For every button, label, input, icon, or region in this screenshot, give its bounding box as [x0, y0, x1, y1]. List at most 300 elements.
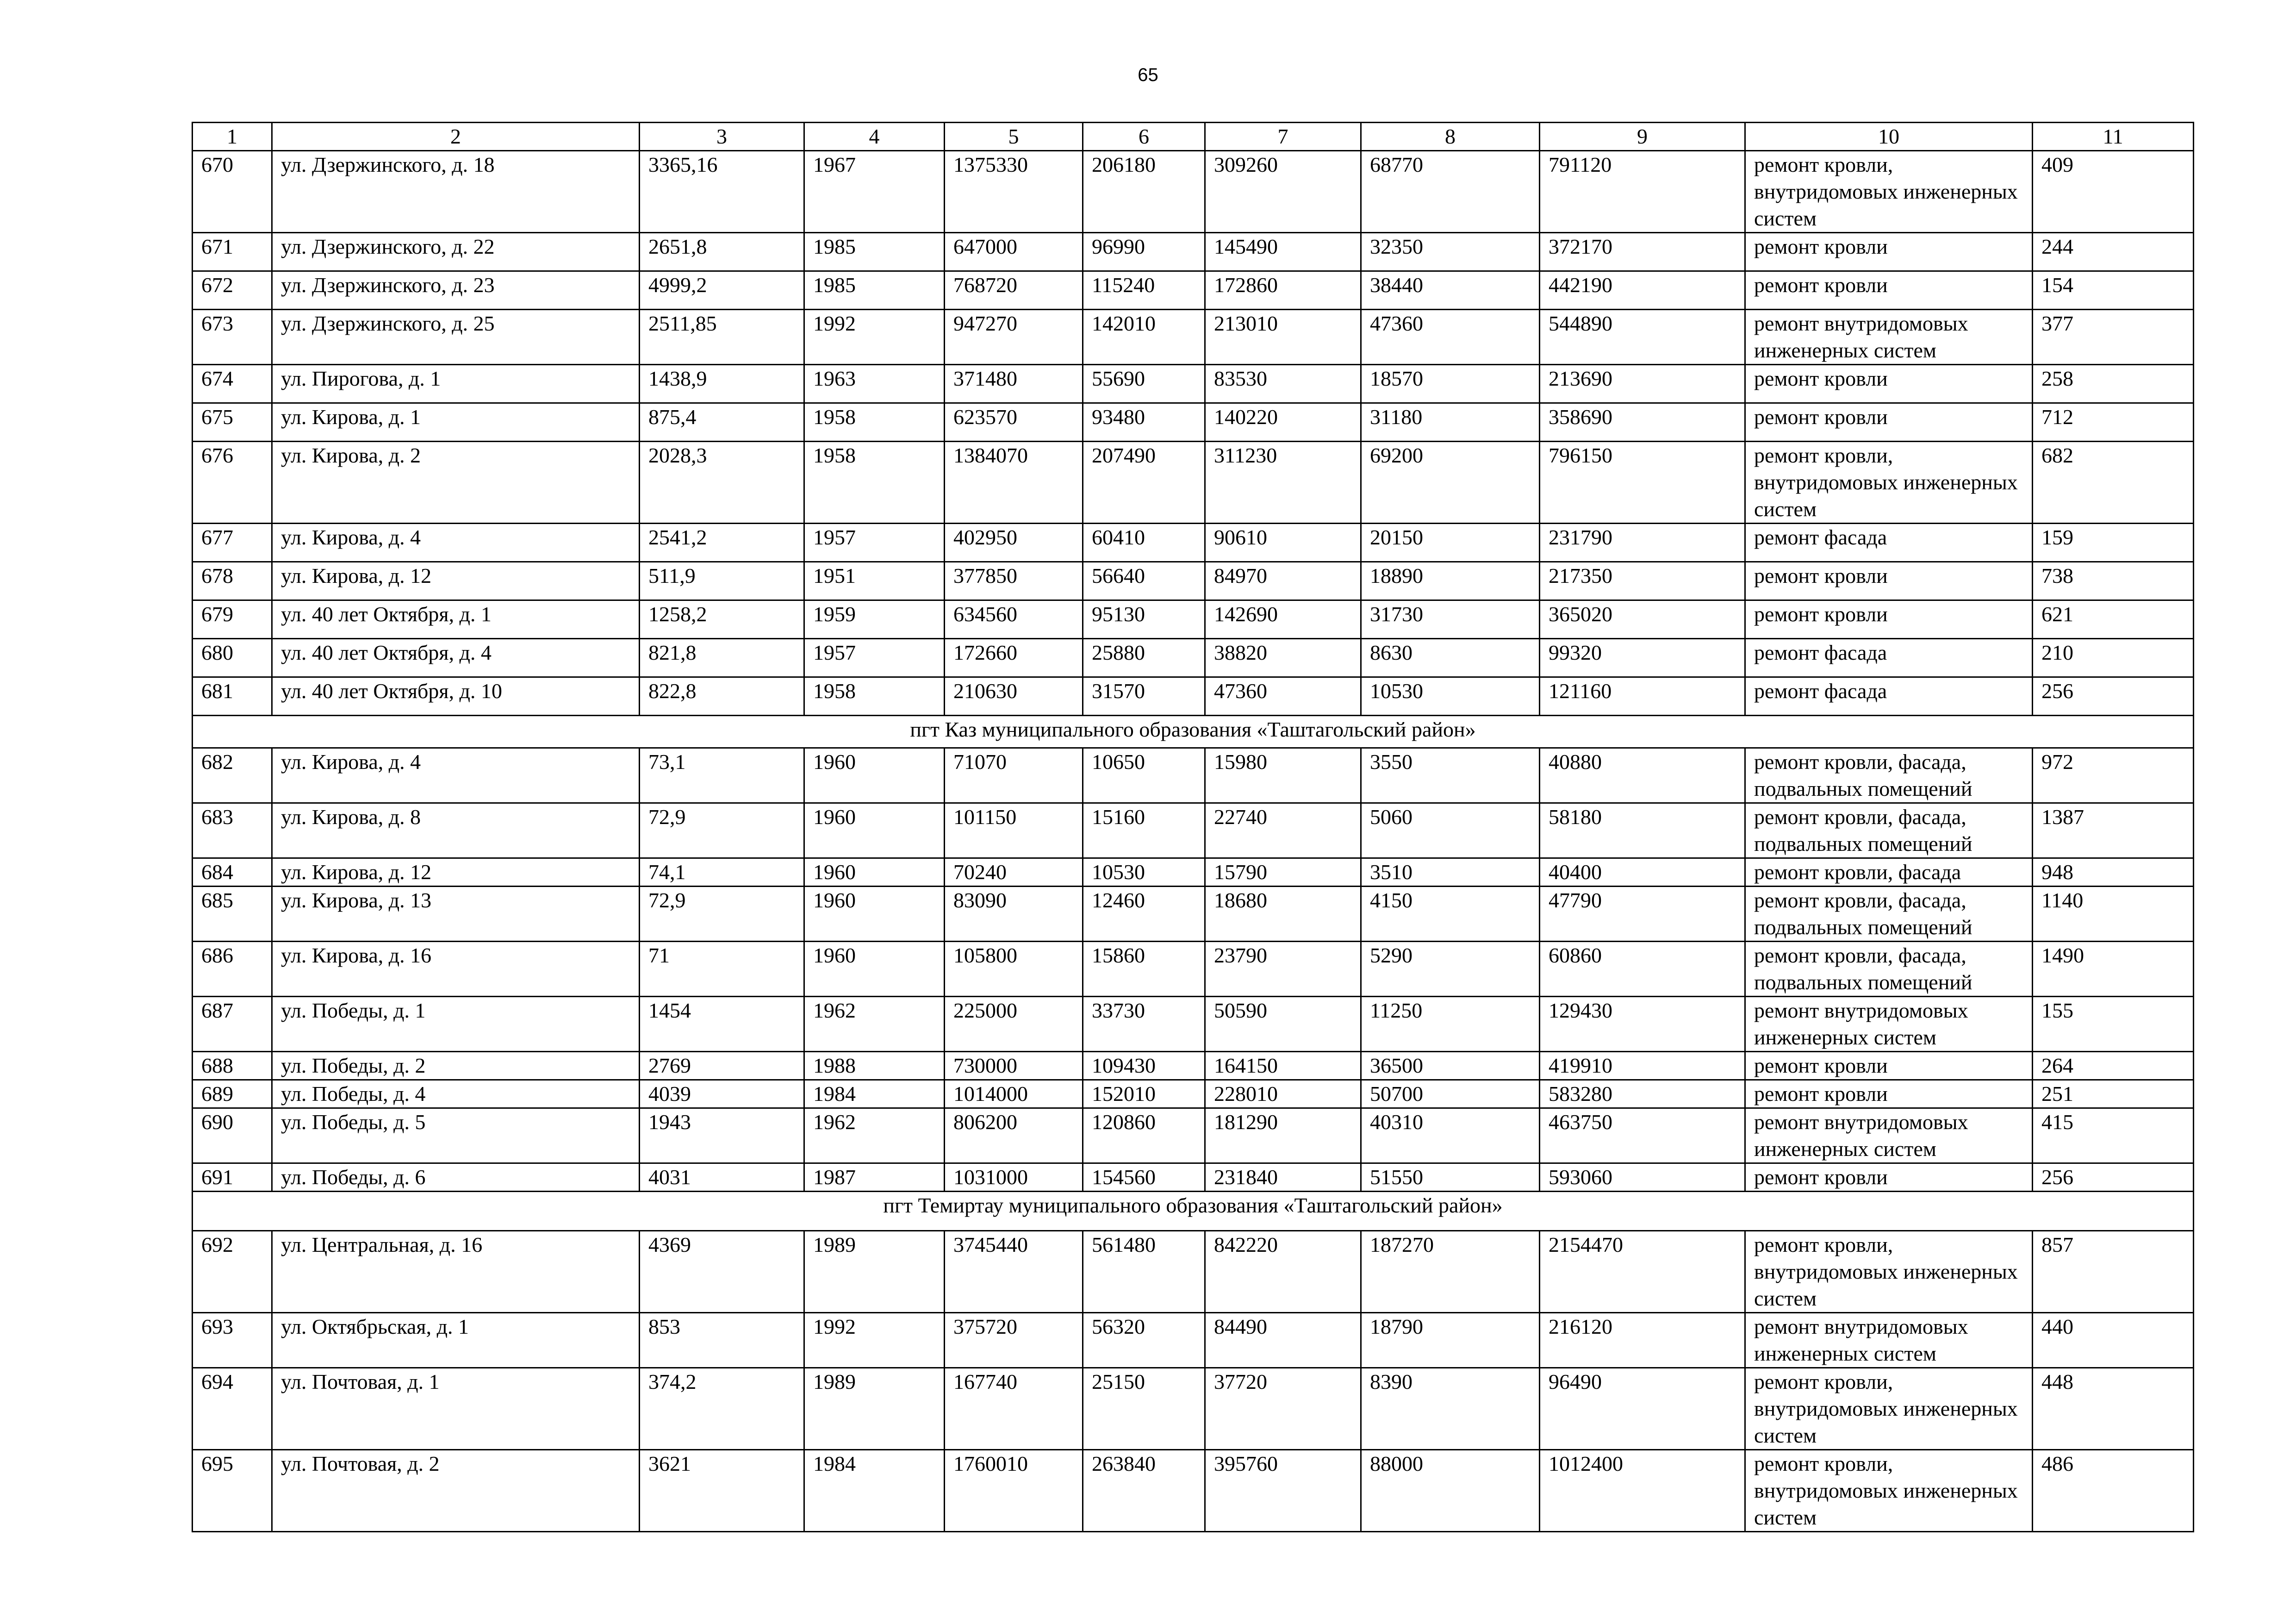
cell-cost-region: 15790: [1205, 858, 1361, 887]
cell-year: 1951: [804, 562, 945, 600]
cell-address: ул. Дзержинского, д. 23: [272, 271, 640, 310]
cell-total-cost: 70240: [945, 858, 1083, 887]
cell-total-cost: 806200: [945, 1108, 1083, 1163]
cell-row-number: 671: [193, 233, 272, 271]
cell-area: 73,1: [640, 748, 804, 803]
cell-cost-per-sqm: 264: [2033, 1052, 2194, 1080]
cell-address: ул. 40 лет Октября, д. 4: [272, 639, 640, 677]
cell-area: 1454: [640, 997, 804, 1052]
cell-year: 1959: [804, 600, 945, 639]
cell-address: ул. Победы, д. 5: [272, 1108, 640, 1163]
cell-year: 1988: [804, 1052, 945, 1080]
cell-year: 1958: [804, 677, 945, 716]
cell-total-cost: 1760010: [945, 1450, 1083, 1532]
cell-work-type: ремонт фасада: [1745, 524, 2033, 562]
cell-cost-fund: 60410: [1083, 524, 1205, 562]
cell-cost-region: 231840: [1205, 1163, 1361, 1192]
cell-row-number: 670: [193, 151, 272, 233]
cell-total-cost: 647000: [945, 233, 1083, 271]
cell-cost-fund: 31570: [1083, 677, 1205, 716]
cell-total-cost: 1014000: [945, 1080, 1083, 1108]
cell-area: 374,2: [640, 1368, 804, 1450]
cell-work-type: ремонт кровли, фасада, подвальных помещений: [1745, 887, 2033, 942]
column-header: 9: [1540, 123, 1745, 151]
cell-area: 72,9: [640, 887, 804, 942]
cell-address: ул. Кирова, д. 8: [272, 803, 640, 858]
cell-cost-local: 18890: [1361, 562, 1540, 600]
cell-year: 1960: [804, 748, 945, 803]
cell-cost-per-sqm: 682: [2033, 442, 2194, 524]
cell-cost-local: 40310: [1361, 1108, 1540, 1163]
cell-work-type: ремонт кровли, внутридомовых инженерных систем: [1745, 151, 2033, 233]
cell-total-cost: 402950: [945, 524, 1083, 562]
cell-cost-fund: 115240: [1083, 271, 1205, 310]
cell-address: ул. Победы, д. 4: [272, 1080, 640, 1108]
cell-cost-owners: 231790: [1540, 524, 1745, 562]
column-header: 4: [804, 123, 945, 151]
cell-cost-fund: 154560: [1083, 1163, 1205, 1192]
cell-cost-region: 38820: [1205, 639, 1361, 677]
cell-area: 71: [640, 942, 804, 997]
cell-year: 1985: [804, 233, 945, 271]
table-row: [193, 639, 2194, 677]
cell-cost-per-sqm: 448: [2033, 1368, 2194, 1450]
cell-address: ул. Кирова, д. 16: [272, 942, 640, 997]
cell-cost-fund: 12460: [1083, 887, 1205, 942]
cell-total-cost: 375720: [945, 1313, 1083, 1368]
cell-area: 3365,16: [640, 151, 804, 233]
cell-area: 822,8: [640, 677, 804, 716]
cell-cost-owners: 58180: [1540, 803, 1745, 858]
cell-cost-fund: 207490: [1083, 442, 1205, 524]
cell-cost-owners: 47790: [1540, 887, 1745, 942]
cell-year: 1992: [804, 310, 945, 365]
cell-cost-fund: 152010: [1083, 1080, 1205, 1108]
cell-row-number: 674: [193, 365, 272, 403]
cell-row-number: 678: [193, 562, 272, 600]
cell-year: 1960: [804, 887, 945, 942]
cell-row-number: 687: [193, 997, 272, 1052]
cell-cost-per-sqm: 251: [2033, 1080, 2194, 1108]
table-row: [193, 1231, 2194, 1313]
cell-cost-owners: 544890: [1540, 310, 1745, 365]
cell-total-cost: 1384070: [945, 442, 1083, 524]
table-row: [193, 151, 2194, 233]
cell-cost-owners: 442190: [1540, 271, 1745, 310]
cell-cost-local: 68770: [1361, 151, 1540, 233]
cell-work-type: ремонт фасада: [1745, 677, 2033, 716]
cell-cost-per-sqm: 972: [2033, 748, 2194, 803]
cell-cost-owners: 121160: [1540, 677, 1745, 716]
cell-cost-owners: 593060: [1540, 1163, 1745, 1192]
table-row: [193, 1368, 2194, 1450]
cell-area: 853: [640, 1313, 804, 1368]
cell-area: 2769: [640, 1052, 804, 1080]
cell-cost-per-sqm: 377: [2033, 310, 2194, 365]
cell-cost-owners: 99320: [1540, 639, 1745, 677]
cell-cost-region: 90610: [1205, 524, 1361, 562]
cell-total-cost: 71070: [945, 748, 1083, 803]
cell-cost-local: 88000: [1361, 1450, 1540, 1532]
cell-row-number: 675: [193, 403, 272, 442]
column-header: 7: [1205, 123, 1361, 151]
table-row: [193, 887, 2194, 942]
cell-total-cost: 83090: [945, 887, 1083, 942]
cell-cost-owners: 419910: [1540, 1052, 1745, 1080]
cell-cost-fund: 25880: [1083, 639, 1205, 677]
cell-area: 2541,2: [640, 524, 804, 562]
cell-area: 2651,8: [640, 233, 804, 271]
cell-cost-region: 311230: [1205, 442, 1361, 524]
cell-row-number: 682: [193, 748, 272, 803]
cell-cost-local: 47360: [1361, 310, 1540, 365]
cell-area: 2511,85: [640, 310, 804, 365]
cell-area: 3621: [640, 1450, 804, 1532]
cell-address: ул. Победы, д. 1: [272, 997, 640, 1052]
cell-cost-region: 23790: [1205, 942, 1361, 997]
cell-cost-fund: 55690: [1083, 365, 1205, 403]
cell-cost-fund: 10650: [1083, 748, 1205, 803]
cell-year: 1984: [804, 1080, 945, 1108]
cell-area: 72,9: [640, 803, 804, 858]
cell-cost-region: 395760: [1205, 1450, 1361, 1532]
cell-cost-fund: 33730: [1083, 997, 1205, 1052]
cell-cost-owners: 463750: [1540, 1108, 1745, 1163]
cell-cost-owners: 1012400: [1540, 1450, 1745, 1532]
cell-address: ул. Кирова, д. 4: [272, 748, 640, 803]
cell-cost-region: 309260: [1205, 151, 1361, 233]
table-row: [193, 1450, 2194, 1532]
cell-cost-local: 8630: [1361, 639, 1540, 677]
cell-row-number: 690: [193, 1108, 272, 1163]
cell-address: ул. Почтовая, д. 1: [272, 1368, 640, 1450]
cell-work-type: ремонт кровли, фасада, подвальных помещений: [1745, 942, 2033, 997]
cell-cost-fund: 120860: [1083, 1108, 1205, 1163]
cell-cost-region: 18680: [1205, 887, 1361, 942]
cell-year: 1960: [804, 858, 945, 887]
cell-cost-region: 83530: [1205, 365, 1361, 403]
cell-cost-owners: 40400: [1540, 858, 1745, 887]
cell-cost-local: 5060: [1361, 803, 1540, 858]
cell-cost-per-sqm: 712: [2033, 403, 2194, 442]
cell-address: ул. Кирова, д. 13: [272, 887, 640, 942]
table-row: [193, 365, 2194, 403]
page-number: 65: [1138, 65, 1158, 85]
cell-work-type: ремонт кровли: [1745, 1080, 2033, 1108]
cell-area: 875,4: [640, 403, 804, 442]
cell-row-number: 681: [193, 677, 272, 716]
cell-address: ул. Кирова, д. 12: [272, 562, 640, 600]
cell-row-number: 686: [193, 942, 272, 997]
table-row: [193, 1108, 2194, 1163]
cell-cost-local: 38440: [1361, 271, 1540, 310]
cell-year: 1963: [804, 365, 945, 403]
cell-cost-local: 32350: [1361, 233, 1540, 271]
cell-work-type: ремонт кровли, фасада: [1745, 858, 2033, 887]
cell-cost-per-sqm: 210: [2033, 639, 2194, 677]
table-row: [193, 1052, 2194, 1080]
cell-cost-per-sqm: 256: [2033, 1163, 2194, 1192]
section-row: [193, 716, 2194, 748]
table-row: [193, 442, 2194, 524]
cell-year: 1967: [804, 151, 945, 233]
cell-cost-fund: 25150: [1083, 1368, 1205, 1450]
table-row: [193, 403, 2194, 442]
cell-cost-fund: 15860: [1083, 942, 1205, 997]
cell-work-type: ремонт кровли, фасада, подвальных помещений: [1745, 748, 2033, 803]
cell-cost-local: 69200: [1361, 442, 1540, 524]
cell-cost-local: 5290: [1361, 942, 1540, 997]
cell-area: 1438,9: [640, 365, 804, 403]
cell-cost-region: 172860: [1205, 271, 1361, 310]
cell-cost-per-sqm: 258: [2033, 365, 2194, 403]
section-title: пгт Темиртау муниципального образования «Таштагольский район»: [193, 1192, 2194, 1231]
cell-total-cost: 371480: [945, 365, 1083, 403]
cell-work-type: ремонт кровли: [1745, 233, 2033, 271]
table-row: [193, 233, 2194, 271]
cell-cost-per-sqm: 621: [2033, 600, 2194, 639]
cell-cost-owners: 217350: [1540, 562, 1745, 600]
cell-cost-owners: 796150: [1540, 442, 1745, 524]
cell-total-cost: 623570: [945, 403, 1083, 442]
cell-cost-per-sqm: 1387: [2033, 803, 2194, 858]
cell-cost-local: 36500: [1361, 1052, 1540, 1080]
cell-cost-owners: 129430: [1540, 997, 1745, 1052]
table-row: [193, 600, 2194, 639]
cell-cost-local: 20150: [1361, 524, 1540, 562]
cell-cost-region: 842220: [1205, 1231, 1361, 1313]
cell-cost-local: 3510: [1361, 858, 1540, 887]
cell-year: 1962: [804, 1108, 945, 1163]
cell-year: 1960: [804, 803, 945, 858]
cell-cost-region: 50590: [1205, 997, 1361, 1052]
cell-address: ул. Октябрьская, д. 1: [272, 1313, 640, 1368]
cell-row-number: 693: [193, 1313, 272, 1368]
cell-year: 1985: [804, 271, 945, 310]
cell-work-type: ремонт кровли: [1745, 1163, 2033, 1192]
cell-work-type: ремонт внутридомовых инженерных систем: [1745, 1108, 2033, 1163]
cell-total-cost: 1375330: [945, 151, 1083, 233]
cell-row-number: 695: [193, 1450, 272, 1532]
cell-work-type: ремонт кровли, внутридомовых инженерных систем: [1745, 442, 2033, 524]
cell-cost-owners: 213690: [1540, 365, 1745, 403]
cell-cost-owners: 2154470: [1540, 1231, 1745, 1313]
cell-work-type: ремонт внутридомовых инженерных систем: [1745, 310, 2033, 365]
cell-row-number: 689: [193, 1080, 272, 1108]
cell-cost-local: 187270: [1361, 1231, 1540, 1313]
cell-cost-region: 47360: [1205, 677, 1361, 716]
cell-area: 511,9: [640, 562, 804, 600]
cell-cost-local: 50700: [1361, 1080, 1540, 1108]
cell-year: 1989: [804, 1231, 945, 1313]
cell-cost-region: 22740: [1205, 803, 1361, 858]
cell-row-number: 694: [193, 1368, 272, 1450]
cell-area: 4039: [640, 1080, 804, 1108]
cell-cost-fund: 10530: [1083, 858, 1205, 887]
cell-total-cost: 3745440: [945, 1231, 1083, 1313]
cell-cost-local: 8390: [1361, 1368, 1540, 1450]
cell-cost-owners: 40880: [1540, 748, 1745, 803]
cell-row-number: 691: [193, 1163, 272, 1192]
cell-cost-fund: 561480: [1083, 1231, 1205, 1313]
cell-cost-per-sqm: 857: [2033, 1231, 2194, 1313]
cell-total-cost: 634560: [945, 600, 1083, 639]
cell-cost-fund: 93480: [1083, 403, 1205, 442]
cell-cost-owners: 96490: [1540, 1368, 1745, 1450]
section-title: пгт Каз муниципального образования «Таштагольский район»: [193, 716, 2194, 748]
cell-cost-per-sqm: 256: [2033, 677, 2194, 716]
cell-cost-fund: 95130: [1083, 600, 1205, 639]
cell-cost-fund: 142010: [1083, 310, 1205, 365]
cell-total-cost: 172660: [945, 639, 1083, 677]
cell-year: 1957: [804, 639, 945, 677]
cell-row-number: 688: [193, 1052, 272, 1080]
cell-cost-fund: 15160: [1083, 803, 1205, 858]
cell-address: ул. Дзержинского, д. 18: [272, 151, 640, 233]
cell-address: ул. Центральная, д. 16: [272, 1231, 640, 1313]
cell-work-type: ремонт кровли, внутридомовых инженерных систем: [1745, 1450, 2033, 1532]
cell-cost-region: 228010: [1205, 1080, 1361, 1108]
cell-cost-owners: 216120: [1540, 1313, 1745, 1368]
cell-address: ул. Кирова, д. 4: [272, 524, 640, 562]
column-header: 8: [1361, 123, 1540, 151]
cell-row-number: 673: [193, 310, 272, 365]
cell-work-type: ремонт кровли, внутридомовых инженерных систем: [1745, 1231, 2033, 1313]
cell-cost-per-sqm: 1490: [2033, 942, 2194, 997]
cell-cost-region: 213010: [1205, 310, 1361, 365]
cell-cost-owners: 583280: [1540, 1080, 1745, 1108]
cell-address: ул. Дзержинского, д. 25: [272, 310, 640, 365]
cell-cost-per-sqm: 159: [2033, 524, 2194, 562]
cell-cost-per-sqm: 244: [2033, 233, 2194, 271]
cell-area: 821,8: [640, 639, 804, 677]
cell-year: 1960: [804, 942, 945, 997]
cell-year: 1962: [804, 997, 945, 1052]
cell-address: ул. Почтовая, д. 2: [272, 1450, 640, 1532]
cell-cost-fund: 263840: [1083, 1450, 1205, 1532]
cell-cost-local: 31730: [1361, 600, 1540, 639]
cell-address: ул. Кирова, д. 12: [272, 858, 640, 887]
cell-row-number: 679: [193, 600, 272, 639]
column-header: 3: [640, 123, 804, 151]
cell-cost-owners: 791120: [1540, 151, 1745, 233]
table-row: [193, 942, 2194, 997]
cell-row-number: 692: [193, 1231, 272, 1313]
cell-cost-region: 140220: [1205, 403, 1361, 442]
column-header: 11: [2033, 123, 2194, 151]
cell-cost-fund: 206180: [1083, 151, 1205, 233]
cell-cost-region: 37720: [1205, 1368, 1361, 1450]
column-header: 2: [272, 123, 640, 151]
cell-total-cost: 947270: [945, 310, 1083, 365]
cell-row-number: 680: [193, 639, 272, 677]
cell-row-number: 676: [193, 442, 272, 524]
column-header: 10: [1745, 123, 2033, 151]
cell-area: 4999,2: [640, 271, 804, 310]
cell-cost-fund: 109430: [1083, 1052, 1205, 1080]
cell-cost-fund: 96990: [1083, 233, 1205, 271]
cell-address: ул. Кирова, д. 2: [272, 442, 640, 524]
column-header: 1: [193, 123, 272, 151]
cell-address: ул. Победы, д. 6: [272, 1163, 640, 1192]
cell-cost-per-sqm: 415: [2033, 1108, 2194, 1163]
cell-work-type: ремонт кровли: [1745, 403, 2033, 442]
section-row: [193, 1192, 2194, 1231]
cell-cost-per-sqm: 409: [2033, 151, 2194, 233]
cell-address: ул. Кирова, д. 1: [272, 403, 640, 442]
cell-cost-owners: 372170: [1540, 233, 1745, 271]
cell-work-type: ремонт кровли: [1745, 365, 2033, 403]
cell-cost-fund: 56320: [1083, 1313, 1205, 1368]
cell-total-cost: 101150: [945, 803, 1083, 858]
cell-cost-region: 142690: [1205, 600, 1361, 639]
cell-cost-local: 51550: [1361, 1163, 1540, 1192]
cell-area: 4031: [640, 1163, 804, 1192]
table-row: [193, 677, 2194, 716]
cell-address: ул. Пирогова, д. 1: [272, 365, 640, 403]
cell-cost-owners: 60860: [1540, 942, 1745, 997]
cell-total-cost: 768720: [945, 271, 1083, 310]
cell-area: 2028,3: [640, 442, 804, 524]
cell-cost-local: 11250: [1361, 997, 1540, 1052]
cell-year: 1957: [804, 524, 945, 562]
cell-cost-per-sqm: 440: [2033, 1313, 2194, 1368]
cell-year: 1989: [804, 1368, 945, 1450]
cell-cost-per-sqm: 486: [2033, 1450, 2194, 1532]
cell-row-number: 677: [193, 524, 272, 562]
cell-work-type: ремонт кровли, внутридомовых инженерных систем: [1745, 1368, 2033, 1450]
table-row: [193, 858, 2194, 887]
table-row: [193, 271, 2194, 310]
cell-work-type: ремонт кровли: [1745, 271, 2033, 310]
table-row: [193, 803, 2194, 858]
cell-cost-local: 4150: [1361, 887, 1540, 942]
cell-cost-owners: 358690: [1540, 403, 1745, 442]
cell-work-type: ремонт кровли: [1745, 562, 2033, 600]
cell-cost-local: 31180: [1361, 403, 1540, 442]
table-row: [193, 1313, 2194, 1368]
table-row: [193, 997, 2194, 1052]
cell-year: 1987: [804, 1163, 945, 1192]
cell-total-cost: 225000: [945, 997, 1083, 1052]
cell-cost-region: 84970: [1205, 562, 1361, 600]
table-row: [193, 748, 2194, 803]
cell-cost-region: 15980: [1205, 748, 1361, 803]
cell-row-number: 684: [193, 858, 272, 887]
cell-work-type: ремонт внутридомовых инженерных систем: [1745, 997, 2033, 1052]
cell-total-cost: 377850: [945, 562, 1083, 600]
table-row: [193, 310, 2194, 365]
cell-work-type: ремонт фасада: [1745, 639, 2033, 677]
cell-address: ул. 40 лет Октября, д. 1: [272, 600, 640, 639]
cell-work-type: ремонт кровли, фасада, подвальных помещений: [1745, 803, 2033, 858]
cell-cost-per-sqm: 738: [2033, 562, 2194, 600]
cell-area: 74,1: [640, 858, 804, 887]
cell-cost-local: 18570: [1361, 365, 1540, 403]
cell-work-type: ремонт внутридомовых инженерных систем: [1745, 1313, 2033, 1368]
cell-cost-local: 3550: [1361, 748, 1540, 803]
cell-address: ул. 40 лет Октября, д. 10: [272, 677, 640, 716]
table-row: [193, 524, 2194, 562]
cell-cost-region: 181290: [1205, 1108, 1361, 1163]
cell-work-type: ремонт кровли: [1745, 1052, 2033, 1080]
cell-row-number: 683: [193, 803, 272, 858]
cell-row-number: 685: [193, 887, 272, 942]
table-row: [193, 1163, 2194, 1192]
header-row: [193, 123, 2194, 151]
cell-cost-per-sqm: 154: [2033, 271, 2194, 310]
cell-area: 1943: [640, 1108, 804, 1163]
